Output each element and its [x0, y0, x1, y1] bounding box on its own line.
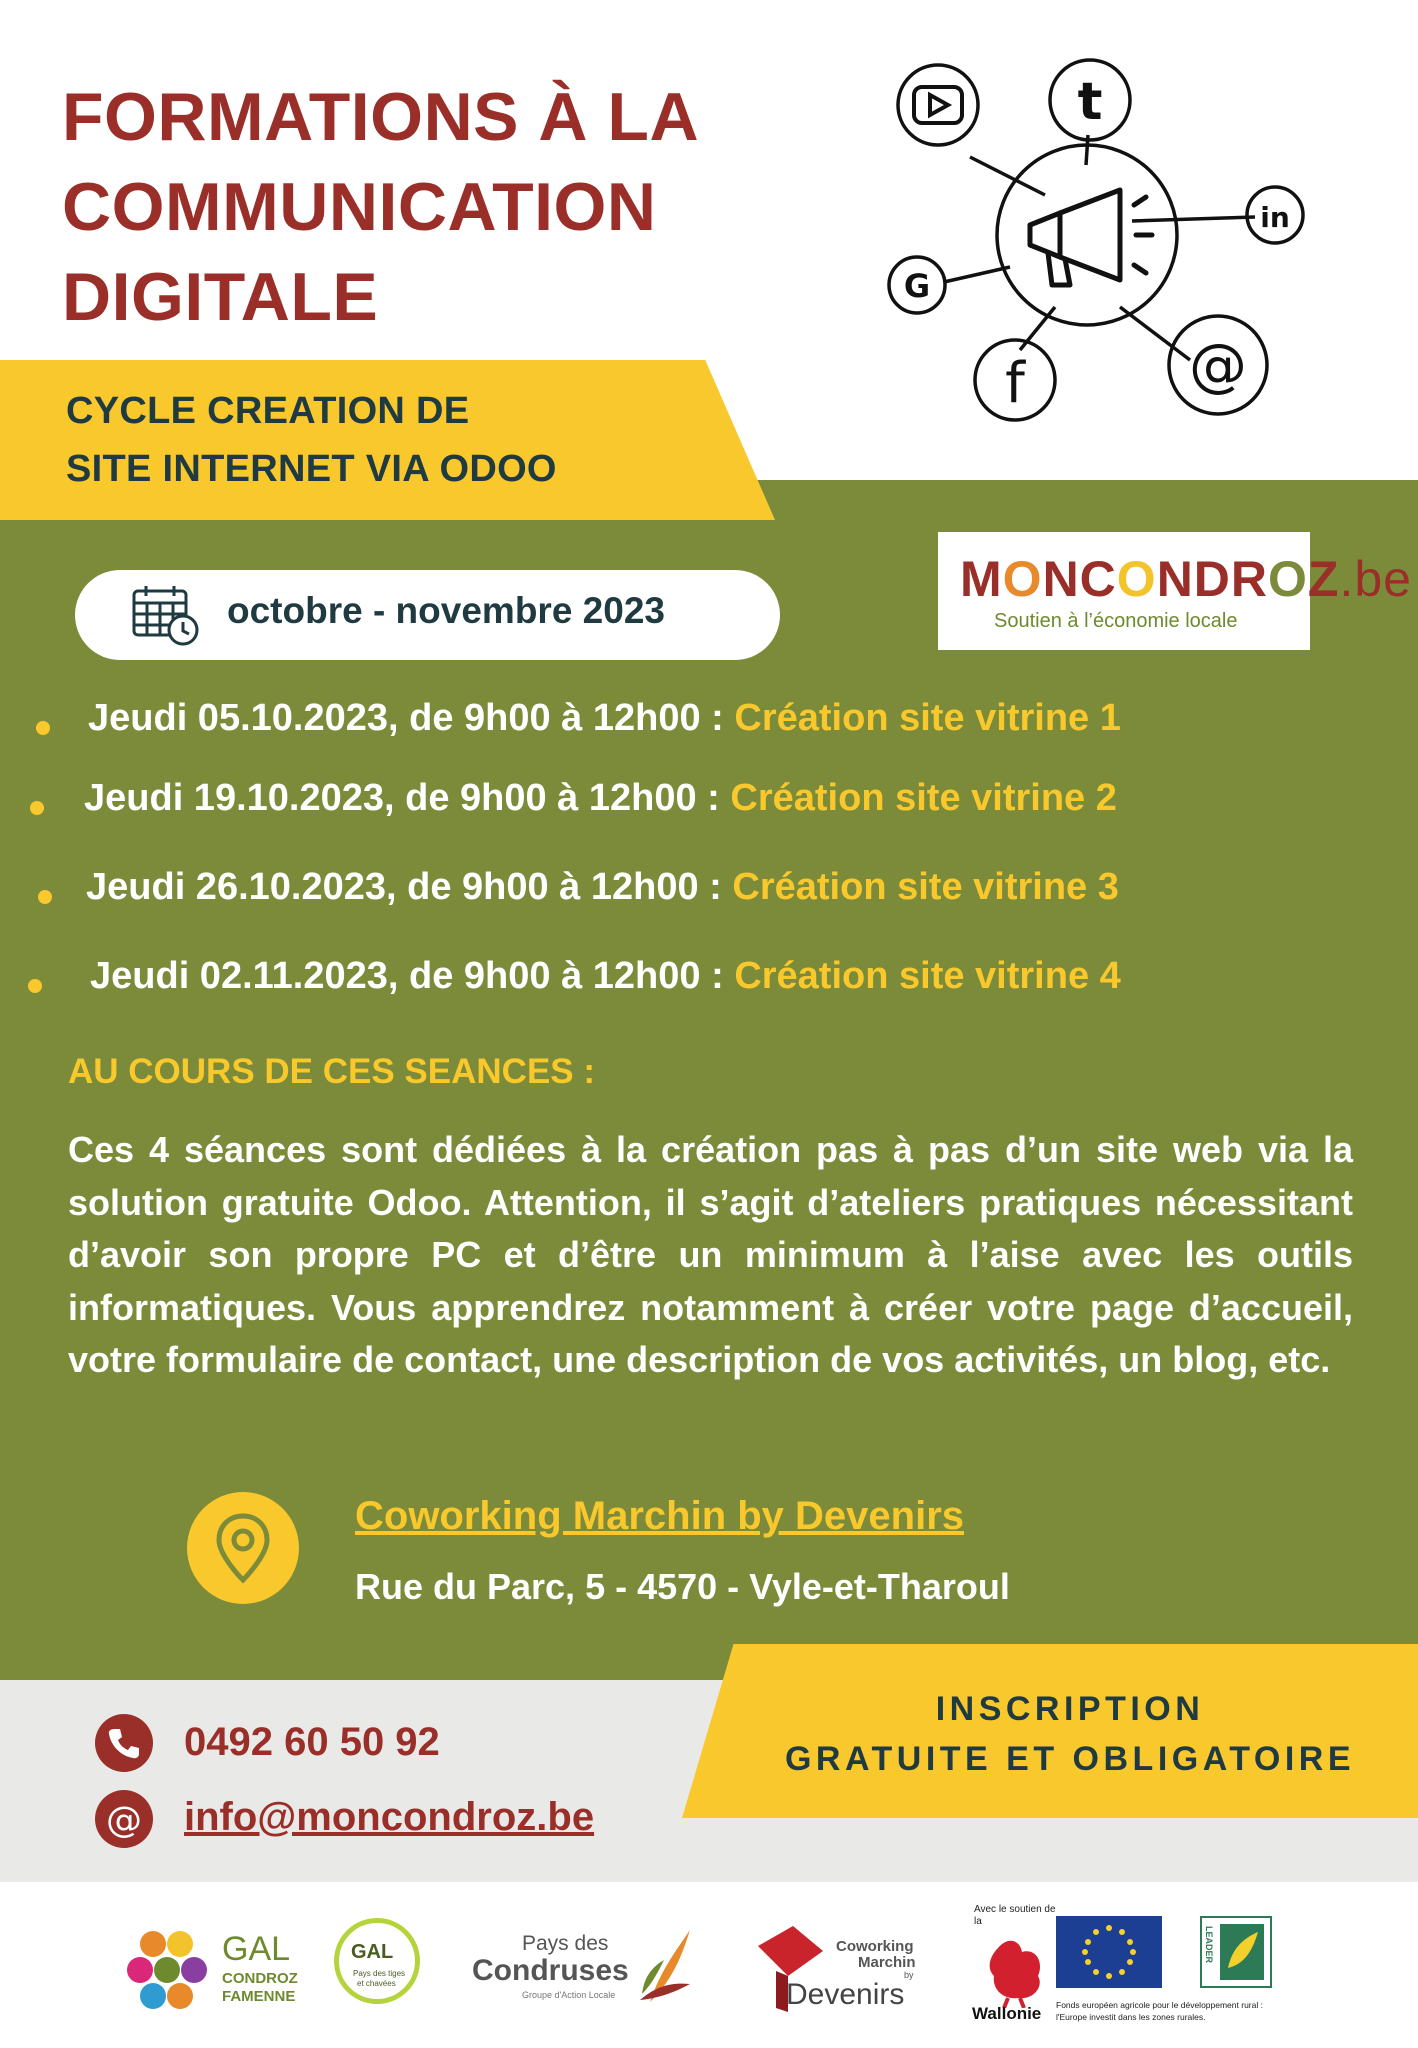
partner-logos	[0, 1882, 1418, 2048]
registration-text	[730, 1684, 1410, 1784]
cycle-title	[66, 382, 706, 498]
megaphone-icon	[1030, 190, 1152, 285]
coworking-line-2: Marchin	[858, 1954, 916, 1971]
session-topic: Création site vitrine 2	[730, 777, 1117, 819]
registration-line-2: GRATUITE ET OBLIGATOIRE	[784, 1740, 1356, 1778]
rooster-icon	[978, 1928, 1050, 2008]
session-topic: Création site vitrine 1	[734, 697, 1121, 739]
program-description: Ces 4 séances sont dédiées à la création pas à pas d’un site web via la solution gratuite Odoo. Attention, il s’agit d’ateliers pratiques nécessitant d’avoir son propre PC et d’être un minimum à l’aise avec les outils informatiques. Vous apprendrez notamment à créer votre page d’accueil, votre formulaire de contact, une description de vos activités, un blog, etc.	[68, 1129, 1353, 1380]
condruses-line-2: Condruses	[472, 1954, 629, 1987]
google-icon: G	[903, 267, 931, 305]
gal-tiges-logo: GAL Pays des tiges et chavées	[334, 1918, 420, 2004]
calendar-icon	[131, 583, 201, 647]
email-link[interactable]: info@moncondroz.be	[184, 1795, 595, 1839]
logo-tagline: Soutien à l’économie locale	[994, 610, 1238, 632]
wallonie-label: Wallonie	[972, 2004, 1042, 2023]
session-topic: Création site vitrine 3	[732, 866, 1119, 908]
svg-text:@: @	[106, 1800, 142, 1841]
gal-sub-2: FAMENNE	[222, 1988, 296, 2005]
session-topic: Création site vitrine 4	[734, 955, 1121, 997]
linkedin-icon: in	[1260, 201, 1290, 234]
tumblr-icon: t	[1077, 72, 1103, 132]
play-icon	[914, 87, 962, 123]
eu-caption-1: Fonds européen agricole pour le développement rural :	[1056, 2000, 1263, 2010]
devenirs-label: Devenirs	[786, 1978, 905, 2011]
phone-icon	[95, 1714, 153, 1772]
period-text: octobre - novembre 2023	[227, 590, 665, 631]
cycle-line-1: CYCLE CREATION DE	[66, 390, 470, 432]
phone-number[interactable]: 0492 60 50 92	[184, 1720, 440, 1764]
condruses-line-1: Pays des	[522, 1932, 609, 1955]
session-date: Jeudi 19.10.2023, de 9h00 à 12h00 :	[84, 777, 720, 819]
gal-label: GAL	[222, 1930, 291, 1968]
eu-flag-icon	[1056, 1916, 1162, 1988]
venue-address: Rue du Parc, 5 - 4570 - Vyle-et-Tharoul	[355, 1566, 1010, 1607]
registration-line-1: INSCRIPTION	[935, 1690, 1205, 1728]
bullet-icon	[38, 890, 52, 904]
logo-wordmark: MONCONDROZ.be	[960, 551, 1412, 607]
leaf-icon	[630, 1922, 700, 2012]
wallonie-caption-2: la	[974, 1916, 982, 1927]
eu-caption-2: l'Europe investit dans les zones rurales.	[1056, 2012, 1206, 2022]
cycle-line-2: SITE INTERNET VIA ODOO	[66, 448, 557, 490]
title-line-3: DIGITALE	[62, 259, 379, 335]
leader-logo: LEADER	[1200, 1916, 1272, 1988]
page-title	[62, 72, 842, 342]
bullet-icon	[30, 801, 44, 815]
social-network-graphic	[870, 45, 1320, 435]
at-sign-icon	[95, 1790, 153, 1848]
title-line-2: COMMUNICATION	[62, 169, 657, 245]
bullet-icon	[28, 979, 42, 993]
condruses-line-3: Groupe d'Action Locale	[522, 1990, 616, 2000]
coworking-line-3: by	[904, 1970, 914, 1980]
location-pin-icon	[187, 1492, 299, 1604]
session-date: Jeudi 05.10.2023, de 9h00 à 12h00 :	[88, 697, 724, 739]
program-heading: AU COURS DE CES SEANCES :	[68, 1052, 596, 1091]
gal-hexagons-icon	[118, 1926, 216, 2018]
wallonie-caption-1: Avec le soutien de	[974, 1904, 1056, 1915]
coworking-line-1: Coworking	[836, 1938, 914, 1955]
title-line-1: FORMATIONS À LA	[62, 79, 700, 155]
gal-sub-1: CONDROZ	[222, 1970, 298, 1987]
facebook-icon: f	[1005, 351, 1025, 416]
venue-link[interactable]: Coworking Marchin by Devenirs	[355, 1494, 965, 1538]
session-date: Jeudi 02.11.2023, de 9h00 à 12h00 :	[90, 955, 724, 997]
session-date: Jeudi 26.10.2023, de 9h00 à 12h00 :	[86, 866, 722, 908]
bullet-icon	[36, 721, 50, 735]
period-badge	[75, 570, 780, 660]
at-sign-icon: @	[1189, 331, 1247, 399]
moncondroz-logo	[938, 532, 1412, 650]
